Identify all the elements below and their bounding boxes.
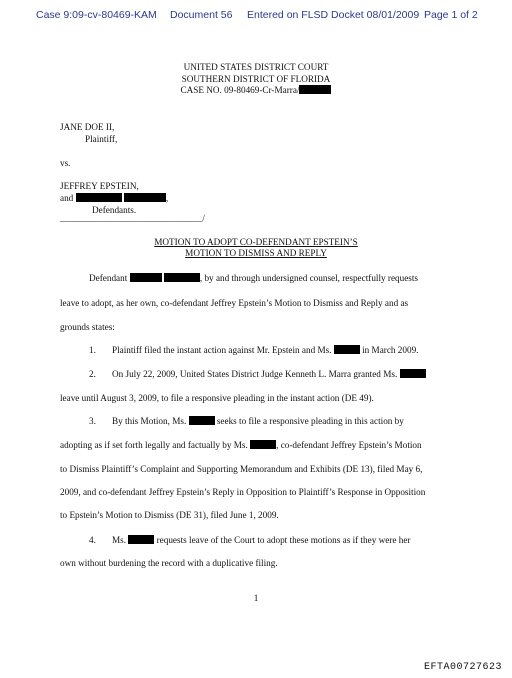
case-number: Case 9:09-cv-80469-KAM (36, 9, 157, 21)
motion-title: MOTION TO ADOPT CO-DEFENDANT EPSTEIN’S MOTION TO DISMISS AND REPLY (154, 237, 358, 258)
redaction (334, 345, 360, 354)
defendants-role: Defendants. (92, 205, 137, 215)
bates-number: EFTA00727623 (423, 662, 502, 673)
redaction (164, 273, 200, 282)
caption-rule: _______________________________/ (60, 213, 205, 223)
paragraph-3-line-3: to Dismiss Plaintiff’s Complaint and Supporting Memorandum and Exhibits (DE 13), filed May 6, (60, 464, 423, 474)
redaction (76, 193, 122, 202)
paragraph-4-line-2: own without burdening the record with a duplicative filing. (60, 558, 278, 568)
redaction (124, 193, 166, 202)
page-number: 1 (253, 593, 259, 603)
plaintiff-name: JANE DOE II, (60, 122, 115, 132)
court-case-number: CASE NO. 09-80469-Cr-Marra/ (0, 85, 512, 97)
defendant-name: JEFFREY EPSTEIN, (60, 181, 139, 191)
paragraph-2: 2. On July 22, 2009, United States District Judge Kenneth L. Marra granted Ms. (89, 368, 426, 380)
document-number: Document 56 (170, 9, 233, 21)
paragraph-4: 4. Ms. requests leave of the Court to adopt these motions as if they were her (89, 535, 411, 545)
docket-entry: Entered on FLSD Docket 08/01/2009 (247, 9, 420, 21)
intro-line-1: Defendant , by and through undersigned counsel, respectfully requests (89, 273, 419, 283)
paragraph-3-line-4: 2009, and co-defendant Jeffrey Epstein’s Reply in Opposition to Plaintiff’s Response in Opposition (60, 487, 426, 497)
redaction (130, 273, 162, 282)
redaction (189, 416, 215, 425)
redaction (400, 369, 426, 378)
court-heading (0, 62, 512, 97)
plaintiff-role: Plaintiff, (85, 134, 118, 144)
intro-line-2: leave to adopt, as her own, co-defendant Jeffrey Epstein’s Motion to Dismiss and Reply and as (60, 298, 409, 308)
paragraph-1: 1. Plaintiff filed the instant action against Mr. Epstein and Ms. in March 2009. (89, 345, 419, 355)
defendant-and: and , (60, 193, 169, 203)
versus: vs. (60, 158, 71, 168)
court-district: SOUTHERN DISTRICT OF FLORIDA (181, 73, 331, 84)
paragraph-3-line-2: adopting as if set forth legally and factually by Ms. , co-defendant Jeffrey Epstein’s Motion (60, 440, 422, 450)
page-count: Page 1 of 2 (424, 9, 478, 21)
redaction (250, 440, 276, 449)
redaction (128, 535, 154, 544)
intro-line-3: grounds states: (60, 322, 115, 332)
redaction (299, 85, 331, 94)
paragraph-2-line-2: leave until August 3, 2009, to file a responsive pleading in the instant action (DE 49). (60, 393, 374, 403)
paragraph-3-line-5: to Epstein’s Motion to Dismiss (DE 31), filed June 1, 2009. (60, 510, 279, 520)
paragraph-3: 3. By this Motion, Ms. seeks to file a responsive pleading in this action by (89, 416, 404, 426)
court-name: UNITED STATES DISTRICT COURT (183, 62, 329, 72)
